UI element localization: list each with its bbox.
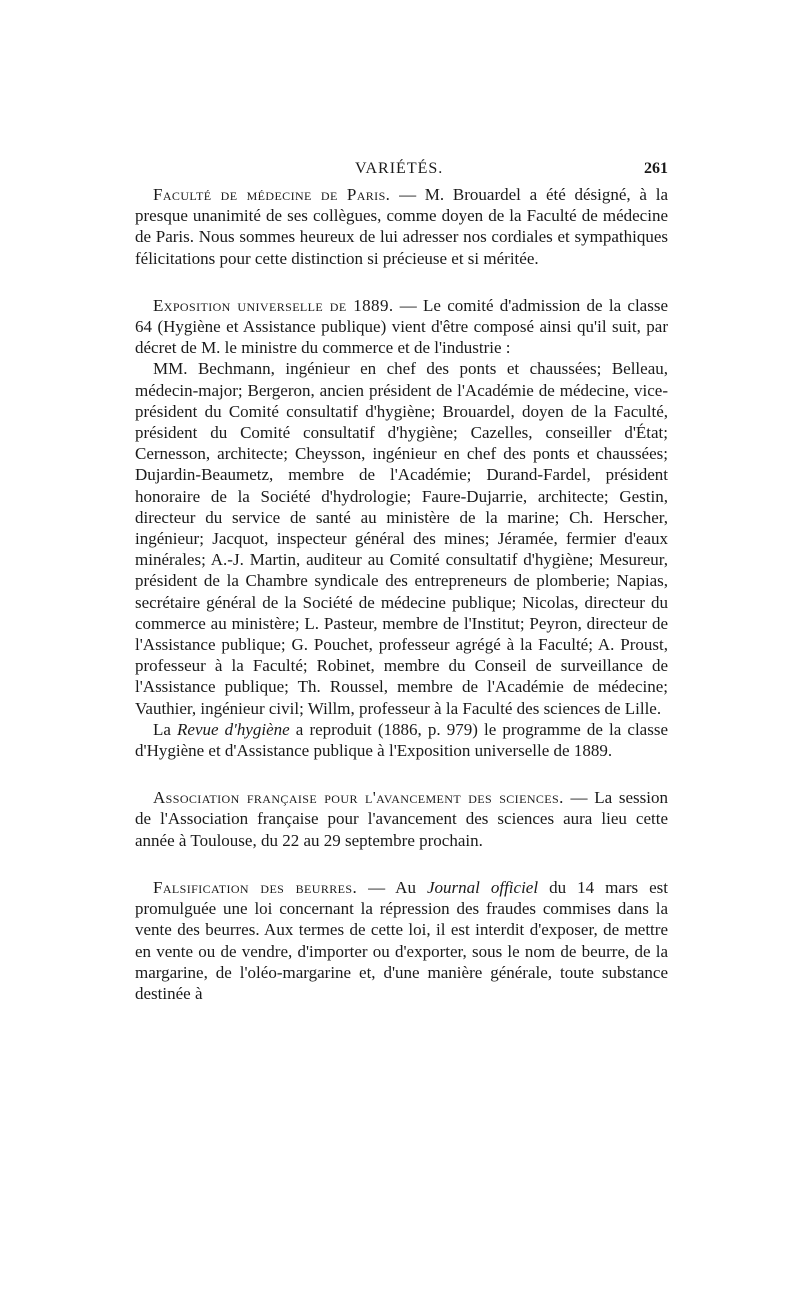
page-content [135, 158, 668, 1030]
section-falsification [135, 877, 668, 1004]
paragraph [135, 787, 668, 851]
page-number: 261 [644, 160, 668, 177]
section-association [135, 787, 668, 851]
note-suffix: a reproduit (1886, p. 979) le programme de la classe d'Hygiène et d'Assistance publique à l'Exposition universelle de 1889. [135, 719, 669, 761]
section-exposition [135, 295, 668, 761]
paragraph-note [135, 719, 668, 761]
body-prefix: — Au [357, 877, 427, 897]
running-title: VARIÉTÉS. [355, 160, 444, 177]
body-suffix: du 14 mars est promulguée une loi concernant la répression des fraudes commises dans la vente des beurres. Aux termes de cette loi, il est interdit d'exposer, de mettre en vente ou de vendre, d'importer ou d'exporter, sous le nom de beurre, de la margarine, de l'oléo-margarine et, d'une manière générale, toute substance destinée à [135, 877, 668, 1003]
members-list: MM. Bechmann, ingénieur en chef des ponts et chaussées; Belleau, médecin-major; Bergeron, ancien président de l'Académie de médecine, vice-président du Comité consultatif d'hygiène; Brouardel, doyen de la Faculté, président du Comité consultatif d'hygiène; Cazelles, conseiller d'État; Cernesson, architecte; Cheysson, ingénieur en chef des ponts et chaussées; Dujardin-Beaumetz, membre de l'Académie; Durand-Fardel, président honoraire de la Société d'hydrologie; Faure-Dujarrie, architecte; Gestin, directeur du service de santé au ministère de la marine; Ch. Herscher, ingénieur; Jacquot, inspecteur général des mines; Jéramée, fermier d'eaux minérales; A.-J. Martin, auditeur au Comité consultatif d'hygiène; Mesureur, président de la Chambre syndicale des entrepreneurs de plomberie; Napias, secrétaire général de la Société de médecine publique; Nicolas, directeur du commerce au ministère; L. Pasteur, membre de l'Institut; Peyron, directeur de l'Assistance publique; G. Pouchet, professeur agrégé à la Faculté; A. Proust, professeur à la Faculté; Robinet, membre du Conseil de surveillance de l'Assistance publique; Th. Roussel, membre de l'Académie de médecine; Vauthier, ingénieur civil; Willm, professeur à la Faculté des sciences de Lille. [135, 359, 668, 718]
paragraph [135, 184, 668, 269]
section-heading: Exposition universelle de 1889. [153, 295, 394, 315]
paragraph [135, 877, 668, 1004]
body-italic: Journal officiel [426, 877, 539, 897]
section-body: — Le comité d'admission de la classe 64 (Hygiène et Assistance publique) vient d'être composé ainsi qu'il suit, par décret de M. le ministre du commerce et de l'industrie : [135, 295, 669, 358]
note-prefix: La [153, 719, 178, 739]
section-faculte [135, 184, 668, 269]
section-body: — M. Brouardel a été désigné, à la presque unanimité de ses collègues, comme doyen de la Faculté de médecine de Paris. Nous sommes heureux de lui adresser nos cordiales et sympathiques félicitations pour cette distinction si précieuse et si méritée. [135, 185, 668, 268]
running-head [135, 158, 668, 180]
section-heading: Falsification des beurres. [153, 877, 358, 897]
section-heading: Faculté de médecine de Paris. [153, 185, 391, 204]
paragraph [135, 295, 668, 359]
section-body: — La session de l'Association française pour l'avancement des sciences aura lieu cette année à Toulouse, du 22 au 29 septembre prochain. [135, 788, 668, 850]
section-heading: Association française pour l'avancement des sciences. [153, 788, 564, 808]
note-italic: Revue d'hygiène [177, 719, 290, 739]
